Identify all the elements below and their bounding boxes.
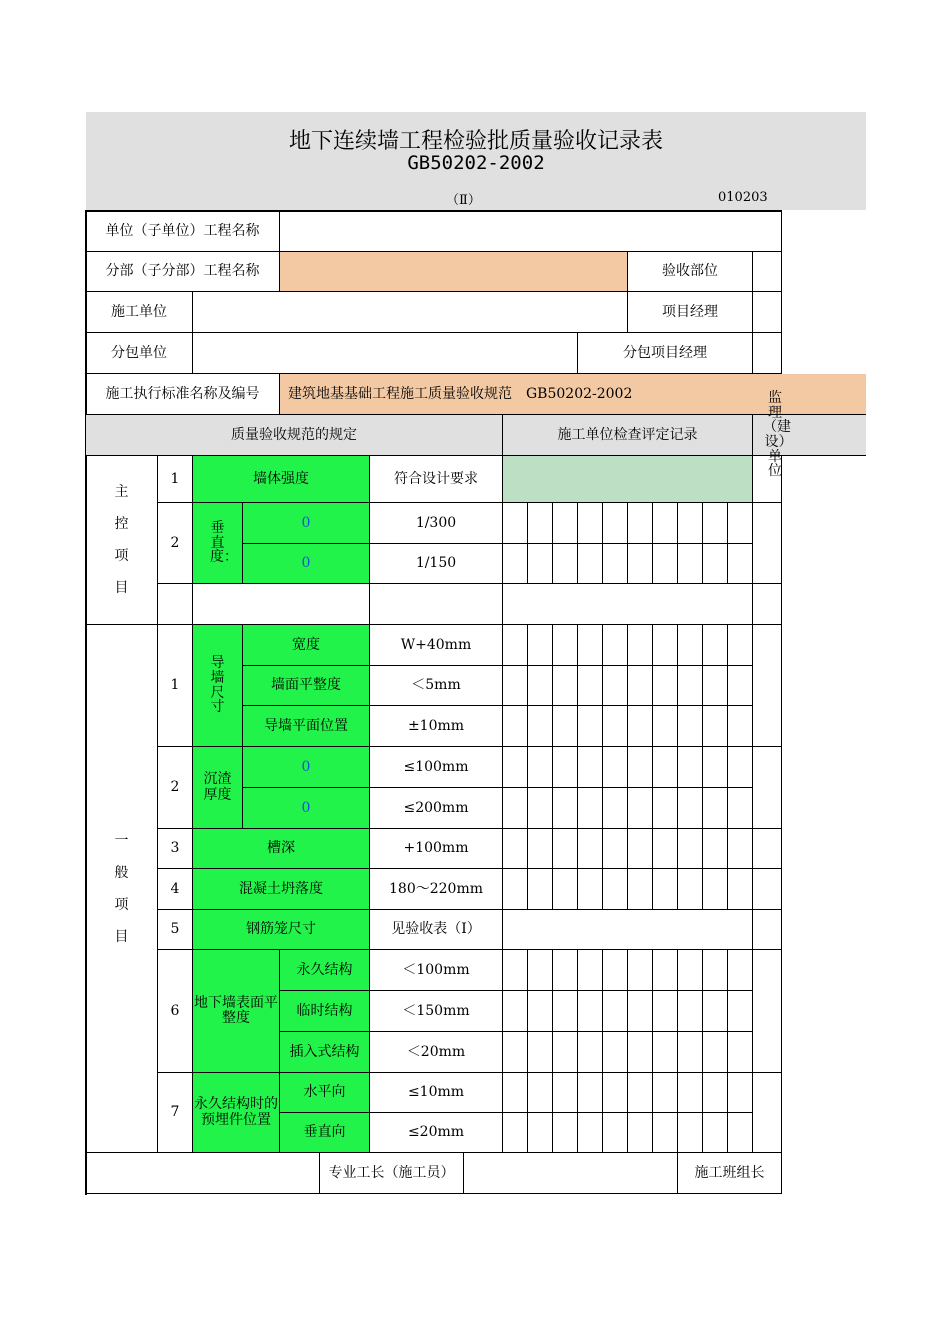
- general-item-7-name-text: 永久结构时的预埋件位置: [194, 1096, 278, 1128]
- measurement-cell[interactable]: [603, 788, 628, 829]
- measurement-cell[interactable]: [528, 1073, 553, 1113]
- measurement-cell[interactable]: [553, 666, 578, 706]
- measurement-cell[interactable]: [703, 869, 728, 910]
- measurement-cell[interactable]: [653, 950, 678, 991]
- supervisor-cell[interactable]: [753, 1073, 782, 1153]
- measurement-cell[interactable]: [728, 1073, 753, 1113]
- measurement-cell[interactable]: [603, 544, 628, 584]
- supervisor-column-text: 监理（建设）单位: [763, 389, 791, 480]
- measurement-cell[interactable]: [628, 950, 653, 991]
- measurement-cell[interactable]: [553, 829, 578, 869]
- measurement-cell[interactable]: [528, 503, 553, 544]
- measurement-cell[interactable]: [728, 829, 753, 869]
- measurement-cell[interactable]: [703, 1032, 728, 1073]
- measurement-cell[interactable]: [503, 991, 528, 1032]
- measurement-cell[interactable]: [553, 625, 578, 666]
- general-item-6-no: 6: [158, 950, 193, 1073]
- measurement-cell[interactable]: [653, 869, 678, 910]
- general-item-2a-value: 0: [243, 747, 370, 788]
- general-item-5-record[interactable]: [503, 910, 753, 950]
- team-leader-label: 施工班组长: [678, 1153, 782, 1194]
- general-item-5-no: 5: [158, 910, 193, 950]
- form-number: 010203: [718, 190, 768, 205]
- acceptance-part-label: 验收部位: [628, 252, 753, 292]
- supervisor-cell[interactable]: [753, 747, 782, 829]
- measurement-cell[interactable]: [603, 503, 628, 544]
- measurement-cell[interactable]: [603, 869, 628, 910]
- measurement-cell[interactable]: [678, 788, 703, 829]
- measurement-cell[interactable]: [503, 829, 528, 869]
- subcontract-unit-field[interactable]: [193, 333, 578, 374]
- measurement-cell[interactable]: [628, 991, 653, 1032]
- measurement-cell[interactable]: [553, 950, 578, 991]
- main-item-1-record[interactable]: [503, 456, 753, 503]
- general-item-1c-name: 导墙平面位置: [243, 706, 370, 747]
- measurement-cell[interactable]: [578, 829, 603, 869]
- measurement-cell[interactable]: [728, 747, 753, 788]
- main-item-3-no: [158, 584, 193, 625]
- measurement-cell[interactable]: [553, 869, 578, 910]
- measurement-cell[interactable]: [653, 1073, 678, 1113]
- measurement-cell[interactable]: [628, 1032, 653, 1073]
- measurement-cell[interactable]: [628, 1073, 653, 1113]
- general-item-7a-name: 水平向: [280, 1073, 370, 1113]
- measurement-cell[interactable]: [703, 544, 728, 584]
- form-subtitle: （Ⅱ）: [446, 193, 481, 208]
- measurement-cell[interactable]: [628, 706, 653, 747]
- main-item-2-name-text: 垂直度：: [210, 519, 238, 566]
- general-item-1-name: [193, 625, 243, 747]
- measurement-cell[interactable]: [503, 1032, 528, 1073]
- general-item-4-req: 180～220mm: [370, 869, 503, 910]
- general-item-2-name: [193, 747, 243, 829]
- measurement-cell[interactable]: [603, 625, 628, 666]
- measurement-cell[interactable]: [678, 666, 703, 706]
- record-column-header: 施工单位检查评定记录: [503, 415, 753, 456]
- general-item-2-no: 2: [158, 747, 193, 829]
- measurement-cell[interactable]: [578, 625, 603, 666]
- measurement-cell[interactable]: [628, 869, 653, 910]
- measurement-cell[interactable]: [603, 829, 628, 869]
- main-item-1-name: 墙体强度: [193, 456, 370, 503]
- measurement-cell[interactable]: [653, 706, 678, 747]
- general-item-7b-name: 垂直向: [280, 1113, 370, 1153]
- measurement-cell[interactable]: [703, 625, 728, 666]
- measurement-cell[interactable]: [528, 869, 553, 910]
- measurement-cell[interactable]: [678, 1073, 703, 1113]
- measurement-cell[interactable]: [578, 1113, 603, 1153]
- main-item-1-no: 1: [158, 456, 193, 503]
- measurement-cell[interactable]: [678, 503, 703, 544]
- measurement-cell[interactable]: [528, 747, 553, 788]
- measurement-cell[interactable]: [703, 706, 728, 747]
- measurement-cell[interactable]: [578, 788, 603, 829]
- project-manager-field[interactable]: [753, 292, 782, 333]
- measurement-cell[interactable]: [603, 991, 628, 1032]
- unit-name-label: 单位（子单位）工程名称: [86, 212, 280, 252]
- standard-label: 施工执行标准名称及编号: [86, 374, 280, 415]
- measurement-cell[interactable]: [678, 625, 703, 666]
- measurement-cell[interactable]: [678, 950, 703, 991]
- measurement-cell[interactable]: [653, 666, 678, 706]
- measurement-cell[interactable]: [578, 747, 603, 788]
- measurement-cell[interactable]: [503, 625, 528, 666]
- measurement-cell[interactable]: [503, 706, 528, 747]
- measurement-cell[interactable]: [678, 747, 703, 788]
- measurement-cell[interactable]: [728, 1032, 753, 1073]
- main-item-2-no: 2: [158, 503, 193, 584]
- main-item-2-name: [193, 503, 243, 584]
- general-item-2b-value: 0: [243, 788, 370, 829]
- measurement-cell[interactable]: [653, 747, 678, 788]
- main-item-2a-value: 0: [243, 503, 370, 544]
- measurement-cell[interactable]: [603, 706, 628, 747]
- measurement-cell[interactable]: [553, 706, 578, 747]
- measurement-cell[interactable]: [728, 666, 753, 706]
- main-item-2a-req: 1/300: [370, 503, 503, 544]
- general-item-2-name-text: 沉渣厚度: [203, 771, 232, 803]
- measurement-cell[interactable]: [503, 950, 528, 991]
- general-item-6b-name: 临时结构: [280, 991, 370, 1032]
- form-title: 地下连续墙工程检验批质量验收记录表: [288, 129, 663, 154]
- measurement-cell[interactable]: [653, 503, 678, 544]
- supervisor-cell[interactable]: [753, 584, 782, 625]
- general-item-6a-req: ＜100mm: [370, 950, 503, 991]
- general-item-7-name: [193, 1073, 280, 1153]
- measurement-cell[interactable]: [678, 869, 703, 910]
- measurement-cell[interactable]: [553, 991, 578, 1032]
- measurement-cell[interactable]: [653, 829, 678, 869]
- measurement-cell[interactable]: [628, 747, 653, 788]
- footer-blank: [86, 1153, 320, 1194]
- measurement-cell[interactable]: [703, 1073, 728, 1113]
- general-item-1-name-text: 导墙尺寸: [210, 655, 225, 716]
- measurement-cell[interactable]: [653, 544, 678, 584]
- division-name-label: 分部（子分部）工程名称: [86, 252, 280, 292]
- measurement-cell[interactable]: [728, 625, 753, 666]
- measurement-cell[interactable]: [553, 544, 578, 584]
- measurement-cell[interactable]: [528, 788, 553, 829]
- spec-column-header: 质量验收规范的规定: [86, 415, 503, 456]
- measurement-cell[interactable]: [628, 544, 653, 584]
- general-item-6b-req: ＜150mm: [370, 991, 503, 1032]
- measurement-cell[interactable]: [528, 1113, 553, 1153]
- general-item-6a-name: 永久结构: [280, 950, 370, 991]
- general-item-7-no: 7: [158, 1073, 193, 1153]
- measurement-cell[interactable]: [728, 503, 753, 544]
- supervisor-cell[interactable]: [753, 625, 782, 747]
- general-item-1-no: 1: [158, 625, 193, 747]
- measurement-cell[interactable]: [703, 950, 728, 991]
- general-item-7b-req: ≤20mm: [370, 1113, 503, 1153]
- measurement-cell[interactable]: [578, 1073, 603, 1113]
- measurement-cell[interactable]: [678, 829, 703, 869]
- measurement-cell[interactable]: [728, 869, 753, 910]
- general-item-3-no: 3: [158, 829, 193, 869]
- general-item-4-name: 混凝土坍落度: [193, 869, 370, 910]
- main-control-group-text: 主控项目: [114, 484, 129, 596]
- acceptance-part-field[interactable]: [753, 252, 782, 292]
- measurement-cell[interactable]: [503, 544, 528, 584]
- main-item-3-record[interactable]: [503, 584, 753, 625]
- supervisor-cell[interactable]: [753, 950, 782, 1073]
- measurement-cell[interactable]: [528, 706, 553, 747]
- subcontract-manager-label: 分包项目经理: [578, 333, 753, 374]
- general-item-3-req: +100mm: [370, 829, 503, 869]
- measurement-cell[interactable]: [603, 1073, 628, 1113]
- measurement-cell[interactable]: [553, 503, 578, 544]
- supervisor-cell[interactable]: [753, 829, 782, 869]
- measurement-cell[interactable]: [503, 747, 528, 788]
- general-item-1a-req: W+40mm: [370, 625, 503, 666]
- measurement-cell[interactable]: [578, 666, 603, 706]
- measurement-cell[interactable]: [653, 1113, 678, 1153]
- measurement-cell[interactable]: [728, 950, 753, 991]
- measurement-cell[interactable]: [528, 991, 553, 1032]
- measurement-cell[interactable]: [678, 1032, 703, 1073]
- main-item-3-req: [370, 584, 503, 625]
- general-item-1b-name: 墙面平整度: [243, 666, 370, 706]
- measurement-cell[interactable]: [553, 788, 578, 829]
- measurement-cell[interactable]: [528, 950, 553, 991]
- unit-name-field[interactable]: [280, 212, 782, 252]
- standard-value: 建筑地基基础工程施工质量验收规范 GB50202-2002: [280, 374, 866, 415]
- measurement-cell[interactable]: [628, 1113, 653, 1153]
- foreman-field[interactable]: [464, 1153, 678, 1194]
- general-group-text: 一般项目: [114, 832, 129, 945]
- main-item-2b-value: 0: [243, 544, 370, 584]
- measurement-cell[interactable]: [528, 829, 553, 869]
- subcontract-manager-field[interactable]: [753, 333, 782, 374]
- measurement-cell[interactable]: [578, 950, 603, 991]
- measurement-cell[interactable]: [728, 788, 753, 829]
- subcontract-unit-label: 分包单位: [86, 333, 193, 374]
- general-item-2a-req: ≤100mm: [370, 747, 503, 788]
- form-header: [86, 112, 866, 210]
- measurement-cell[interactable]: [678, 1113, 703, 1153]
- general-group: [86, 625, 158, 1153]
- measurement-cell[interactable]: [703, 991, 728, 1032]
- general-item-1c-req: ±10mm: [370, 706, 503, 747]
- measurement-cell[interactable]: [503, 503, 528, 544]
- measurement-cell[interactable]: [553, 747, 578, 788]
- general-item-7a-req: ≤10mm: [370, 1073, 503, 1113]
- measurement-cell[interactable]: [653, 788, 678, 829]
- general-item-6-name: [193, 950, 280, 1073]
- measurement-cell[interactable]: [578, 706, 603, 747]
- measurement-cell[interactable]: [528, 544, 553, 584]
- project-manager-label: 项目经理: [628, 292, 753, 333]
- foreman-label: 专业工长（施工员）: [320, 1153, 464, 1194]
- measurement-cell[interactable]: [703, 747, 728, 788]
- measurement-cell[interactable]: [578, 991, 603, 1032]
- measurement-cell[interactable]: [503, 666, 528, 706]
- general-item-6c-name: 插入式结构: [280, 1032, 370, 1073]
- measurement-cell[interactable]: [578, 1032, 603, 1073]
- measurement-cell[interactable]: [603, 1113, 628, 1153]
- general-item-1a-name: 宽度: [243, 625, 370, 666]
- supervisor-cell[interactable]: [753, 869, 782, 910]
- measurement-cell[interactable]: [703, 829, 728, 869]
- measurement-cell[interactable]: [603, 747, 628, 788]
- supervisor-cell[interactable]: [753, 910, 782, 950]
- general-item-5-req: 见验收表（Ⅰ）: [370, 910, 503, 950]
- measurement-cell[interactable]: [653, 625, 678, 666]
- general-item-6-name-text: 地下墙表面平整度: [194, 994, 278, 1026]
- measurement-cell[interactable]: [503, 869, 528, 910]
- general-item-6c-req: ＜20mm: [370, 1032, 503, 1073]
- measurement-cell[interactable]: [728, 544, 753, 584]
- supervisor-cell[interactable]: [753, 503, 782, 584]
- measurement-cell[interactable]: [528, 1032, 553, 1073]
- measurement-cell[interactable]: [728, 706, 753, 747]
- measurement-cell[interactable]: [628, 625, 653, 666]
- measurement-cell[interactable]: [528, 666, 553, 706]
- measurement-cell[interactable]: [603, 950, 628, 991]
- supervisor-column-header: [753, 389, 866, 480]
- measurement-cell[interactable]: [628, 788, 653, 829]
- measurement-cell[interactable]: [728, 1113, 753, 1153]
- measurement-cell[interactable]: [553, 1073, 578, 1113]
- measurement-cell[interactable]: [503, 1073, 528, 1113]
- measurement-cell[interactable]: [653, 991, 678, 1032]
- measurement-cell[interactable]: [678, 544, 703, 584]
- division-name-field[interactable]: [280, 252, 628, 292]
- construction-unit-label: 施工单位: [86, 292, 193, 333]
- measurement-cell[interactable]: [628, 666, 653, 706]
- measurement-cell[interactable]: [703, 666, 728, 706]
- general-item-4-no: 4: [158, 869, 193, 910]
- general-item-2b-req: ≤200mm: [370, 788, 503, 829]
- measurement-cell[interactable]: [628, 503, 653, 544]
- measurement-cell[interactable]: [603, 666, 628, 706]
- measurement-cell[interactable]: [503, 1113, 528, 1153]
- main-item-3-name: [193, 584, 370, 625]
- general-item-3-name: 槽深: [193, 829, 370, 869]
- measurement-cell[interactable]: [653, 1032, 678, 1073]
- measurement-cell[interactable]: [503, 788, 528, 829]
- measurement-cell[interactable]: [703, 1113, 728, 1153]
- measurement-cell[interactable]: [678, 706, 703, 747]
- general-item-1b-req: ＜5mm: [370, 666, 503, 706]
- measurement-cell[interactable]: [553, 1032, 578, 1073]
- measurement-cell[interactable]: [678, 991, 703, 1032]
- measurement-cell[interactable]: [728, 991, 753, 1032]
- measurement-cell[interactable]: [578, 503, 603, 544]
- general-item-5-name: 钢筋笼尺寸: [193, 910, 370, 950]
- measurement-cell[interactable]: [703, 503, 728, 544]
- measurement-cell[interactable]: [628, 829, 653, 869]
- main-item-1-req: 符合设计要求: [370, 456, 503, 503]
- standard-code: GB50202-2002: [407, 152, 545, 174]
- measurement-cell[interactable]: [603, 1032, 628, 1073]
- construction-unit-field[interactable]: [193, 292, 628, 333]
- measurement-cell[interactable]: [553, 1113, 578, 1153]
- main-control-group: [86, 456, 158, 625]
- measurement-cell[interactable]: [578, 544, 603, 584]
- measurement-cell[interactable]: [528, 625, 553, 666]
- measurement-cell[interactable]: [703, 788, 728, 829]
- main-item-2b-req: 1/150: [370, 544, 503, 584]
- measurement-cell[interactable]: [578, 869, 603, 910]
- supervisor-cell[interactable]: [753, 456, 782, 503]
